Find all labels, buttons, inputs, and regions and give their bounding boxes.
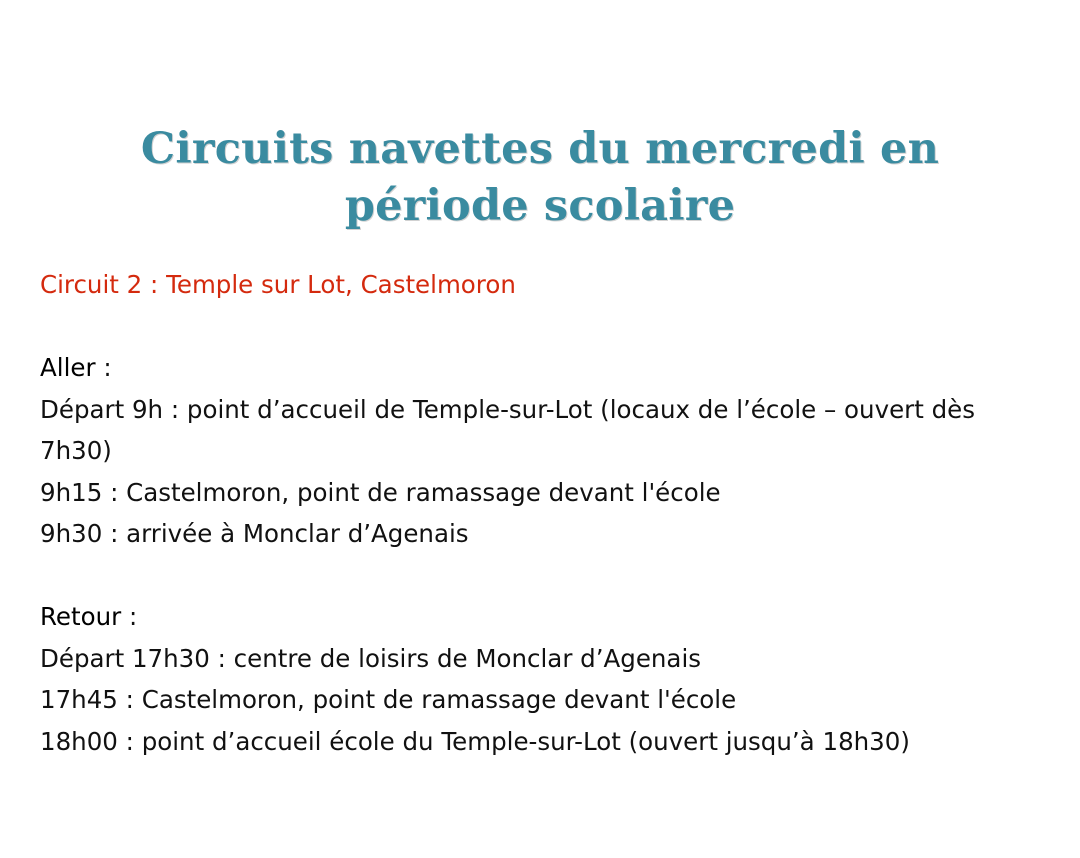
- retour-line: 17h45 : Castelmoron, point de ramassage devant l'école: [40, 685, 737, 714]
- retour-line: 18h00 : point d’accueil école du Temple-sur-Lot (ouvert jusqu’à 18h30): [40, 726, 910, 756]
- aller-heading: [40, 347, 1070, 389]
- page-title: [0, 121, 1080, 235]
- spacer: [40, 306, 1070, 348]
- schedule-content: [40, 264, 1070, 762]
- retour-suffix: :: [121, 602, 138, 631]
- circuit-heading: Circuit 2 : Temple sur Lot, Castelmoron: [40, 270, 516, 299]
- spacer: [40, 555, 1070, 597]
- page-title-line-2: période scolaire: [344, 180, 736, 231]
- retour-label: Retour: [40, 602, 122, 631]
- aller-label: Aller: [40, 353, 96, 382]
- aller-line: 9h30 : arrivée à Monclar d’Agenais: [40, 519, 469, 548]
- aller-line: 7h30): [40, 436, 112, 465]
- retour-heading: [40, 596, 1070, 638]
- retour-line: Départ 17h30 : centre de loisirs de Monclar d’Agenais: [40, 643, 702, 673]
- aller-line: Départ 9h : point d’accueil de Temple-sur-Lot (locaux de l’école – ouvert dès: [40, 394, 975, 424]
- aller-line: 9h15 : Castelmoron, point de ramassage devant l'école: [40, 477, 721, 507]
- aller-suffix: :: [95, 353, 112, 382]
- page-title-line-1: Circuits navettes du mercredi en: [140, 123, 940, 174]
